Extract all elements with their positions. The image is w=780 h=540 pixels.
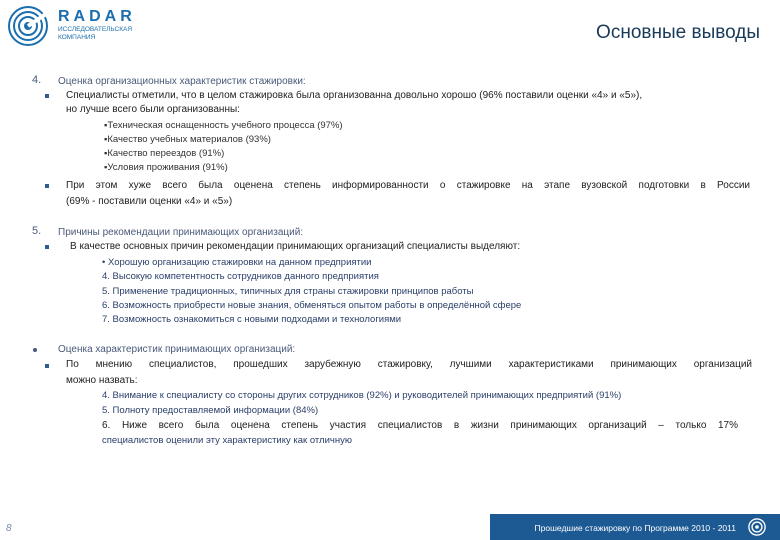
bullet-square-icon [45,245,49,249]
s4-bullet1-line2: но лучше всего были организованны: [66,104,240,115]
section-4-heading: Оценка организационных характеристик стажировки: [58,76,306,87]
brand-name: RADAR [58,8,136,25]
s5-item: 6. Возможность приобрести новые знания, обменяться опытом работы в определённой сфере [102,300,522,311]
bullet-square-icon [45,364,49,368]
footer-text: Прошедшие стажировку по Программе 2010 - 2011 [534,523,736,533]
page-title: Основные выводы [596,22,760,43]
section-5-number: 5. [32,225,42,237]
bullet-square-icon [45,94,49,98]
section-4-number: 4. [32,74,42,86]
page-number: 8 [6,523,12,534]
s5-item: 7. Возможность ознакомиться с новыми подходами и технологиями [102,314,402,325]
s5-item: 4. Высокую компетентность сотрудников данного предприятия [102,271,379,282]
s4-bullet2-line2: (69% - поставили оценки «4» и «5») [66,196,233,207]
bullet-dot-icon [33,348,37,352]
s4-item: ▪Условия проживания (91%) [104,162,228,173]
radar-logo-icon [8,6,48,46]
s4-item: ▪Техническая оснащенность учебного процесса (97%) [104,120,343,131]
section-6-heading: Оценка характеристик принимающих организаций: [58,344,296,355]
s6-item: 5. Полноту предоставляемой информации (84%) [102,405,319,416]
brand-subtitle: ИССЛЕДОВАТЕЛЬСКАЯ КОМПАНИЯ [58,26,133,41]
s5-item: 5. Применение традиционных, типичных для страны стажировки принципов работы [102,286,474,297]
section-5-heading: Причины рекомендации принимающих организаций: [58,227,304,238]
s6-item6-line2: специалистов оценили эту характеристику как отличную [102,435,352,446]
s4-item: ▪Качество переездов (91%) [104,148,225,159]
s6-bullet1-line2: можно назвать: [66,375,138,386]
radar-logo-icon [748,518,766,536]
s5-item: • Хорошую организацию стажировки на данном предприятии [102,257,372,268]
s6-item: 4. Внимание к специалисту со стороны других сотрудников (92%) и руководителей принимающих предприятий (91%) [102,390,622,401]
s6-bullet1-line1: По мнению специалистов, прошедших зарубежную стажировку, лучшими характеристиками принимающих организаций [66,359,752,370]
s6-item6-line1: 6. Ниже всего была оценена степень участия специалистов в жизни принимающих организаций – только 17% [102,420,738,431]
s4-item: ▪Качество учебных материалов (93%) [104,134,271,145]
s4-bullet1-line1: Специалисты отметили, что в целом стажировка была организованна довольно хорошо (96% поставили оценки «4» и «5»), [66,90,643,101]
s4-bullet2-line1: При этом хуже всего была оценена степень информированности о стажировке на этапе вузовской подготовки в России [66,180,750,191]
bullet-square-icon [45,184,49,188]
s5-bullet1: В качестве основных причин рекомендации принимающих организаций специалисты выделяют: [70,241,521,252]
